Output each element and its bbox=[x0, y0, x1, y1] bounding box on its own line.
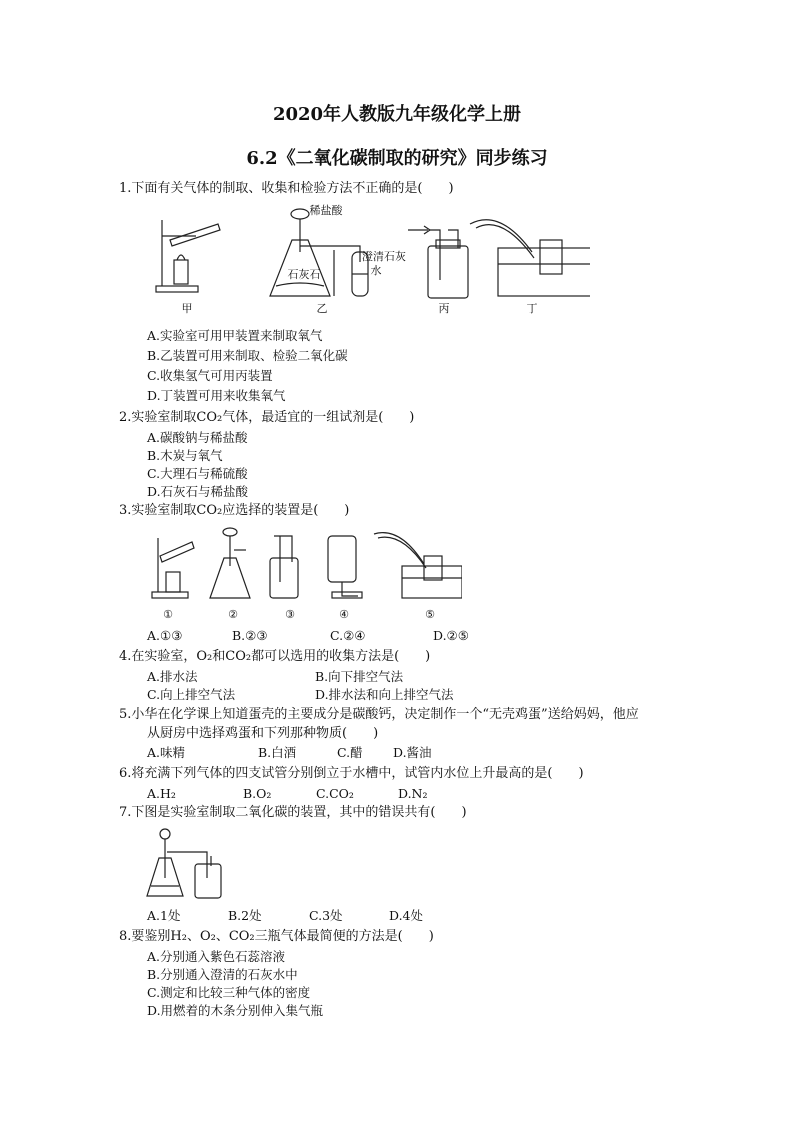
label-limestone: 石灰石 bbox=[287, 268, 321, 281]
question-2-stem: 2.实验室制取CO₂气体，最适宜的一组试剂是( ) bbox=[119, 410, 415, 425]
question-6-option-a: A.H₂ bbox=[147, 786, 176, 801]
co2-apparatus-illustration bbox=[145, 826, 225, 902]
question-8-option-b: B.分别通入澄清的石灰水中 bbox=[147, 967, 298, 982]
figure-label-2: ② bbox=[228, 608, 238, 621]
page-title: 2020年人教版九年级化学上册 bbox=[272, 104, 522, 125]
question-4-option-b: B.向下排空气法 bbox=[315, 669, 404, 684]
question-2-option-d: D.石灰石与稀盐酸 bbox=[147, 484, 249, 499]
question-5-stem: 5.小华在化学课上知道蛋壳的主要成分是碳酸钙，决定制作一个“无壳鸡蛋”送给妈妈，他应 bbox=[119, 707, 639, 722]
question-1-option-a: A.实验室可用甲装置来制取氧气 bbox=[147, 328, 323, 343]
question-2-option-c: C.大理石与稀硫酸 bbox=[147, 466, 248, 481]
question-3-option-d: D.②⑤ bbox=[433, 628, 469, 643]
apparatus-options-illustration bbox=[142, 522, 462, 606]
figure-label-5: ⑤ bbox=[425, 608, 435, 621]
question-8-option-d: D.用燃着的木条分别伸入集气瓶 bbox=[147, 1003, 324, 1018]
question-7-figure bbox=[145, 826, 225, 902]
label-dilute-acid: 稀盐酸 bbox=[309, 204, 343, 217]
question-1-stem: 1.下面有关气体的制取、收集和检验方法不正确的是( ) bbox=[119, 181, 454, 196]
question-3-option-c: C.②④ bbox=[330, 628, 366, 643]
figure-label-3: ③ bbox=[285, 608, 295, 621]
question-3-option-b: B.②③ bbox=[232, 628, 268, 643]
label-limewater: 澄清石灰 bbox=[362, 250, 406, 263]
question-8-option-c: C.测定和比较三种气体的密度 bbox=[147, 985, 311, 1000]
figure-label-bing: 丙 bbox=[438, 302, 450, 315]
question-1-option-b: B.乙装置可用来制取、检验二氧化碳 bbox=[147, 348, 348, 363]
question-7-stem: 7.下图是实验室制取二氧化碳的装置，其中的错误共有( ) bbox=[119, 805, 467, 820]
figure-label-ding: 丁 bbox=[526, 302, 538, 315]
figure-label-1: ① bbox=[163, 608, 173, 621]
question-7-option-a: A.1处 bbox=[147, 908, 181, 923]
question-3-stem: 3.实验室制取CO₂应选择的装置是( ) bbox=[119, 503, 350, 518]
question-5-stem-continued: 从厨房中选择鸡蛋和下列那种物质( ) bbox=[147, 726, 379, 741]
question-4-option-d: D.排水法和向上排空气法 bbox=[315, 687, 454, 702]
question-8-option-a: A.分别通入紫色石蕊溶液 bbox=[147, 949, 286, 964]
question-3-option-a: A.①③ bbox=[147, 628, 183, 643]
question-5-option-a: A.味精 bbox=[147, 745, 186, 760]
figure-label-jia: 甲 bbox=[181, 302, 193, 315]
question-4-stem: 4.在实验室，O₂和CO₂都可以选用的收集方法是( ) bbox=[119, 649, 431, 664]
question-8-stem: 8.要鉴别H₂、O₂、CO₂三瓶气体最简便的方法是( ) bbox=[119, 929, 434, 944]
question-2-option-b: B.木炭与氧气 bbox=[147, 448, 223, 463]
question-7-option-b: B.2处 bbox=[228, 908, 262, 923]
figure-label-4: ④ bbox=[339, 608, 349, 621]
label-water: 水 bbox=[370, 264, 382, 277]
page-subtitle: 6.2《二氧化碳制取的研究》同步练习 bbox=[246, 148, 548, 169]
question-5-option-c: C.醋 bbox=[337, 745, 363, 760]
figure-label-yi: 乙 bbox=[316, 302, 328, 315]
question-6-stem: 6.将充满下列气体的四支试管分别倒立于水槽中，试管内水位上升最高的是( ) bbox=[119, 766, 584, 781]
question-6-option-b: B.O₂ bbox=[243, 786, 272, 801]
question-6-option-c: C.CO₂ bbox=[316, 786, 354, 801]
question-2-option-a: A.碳酸钠与稀盐酸 bbox=[147, 430, 248, 445]
question-1-option-d: D.丁装置可用来收集氧气 bbox=[147, 388, 286, 403]
question-6-option-d: D.N₂ bbox=[398, 786, 428, 801]
question-4-option-c: C.向上排空气法 bbox=[147, 687, 236, 702]
question-1-option-c: C.收集氢气可用丙装置 bbox=[147, 368, 273, 383]
question-7-option-c: C.3处 bbox=[309, 908, 343, 923]
question-5-option-b: B.白酒 bbox=[258, 745, 297, 760]
question-3-figure bbox=[142, 522, 462, 606]
question-7-option-d: D.4处 bbox=[389, 908, 424, 923]
question-5-option-d: D.酱油 bbox=[393, 745, 432, 760]
question-4-option-a: A.排水法 bbox=[147, 669, 198, 684]
